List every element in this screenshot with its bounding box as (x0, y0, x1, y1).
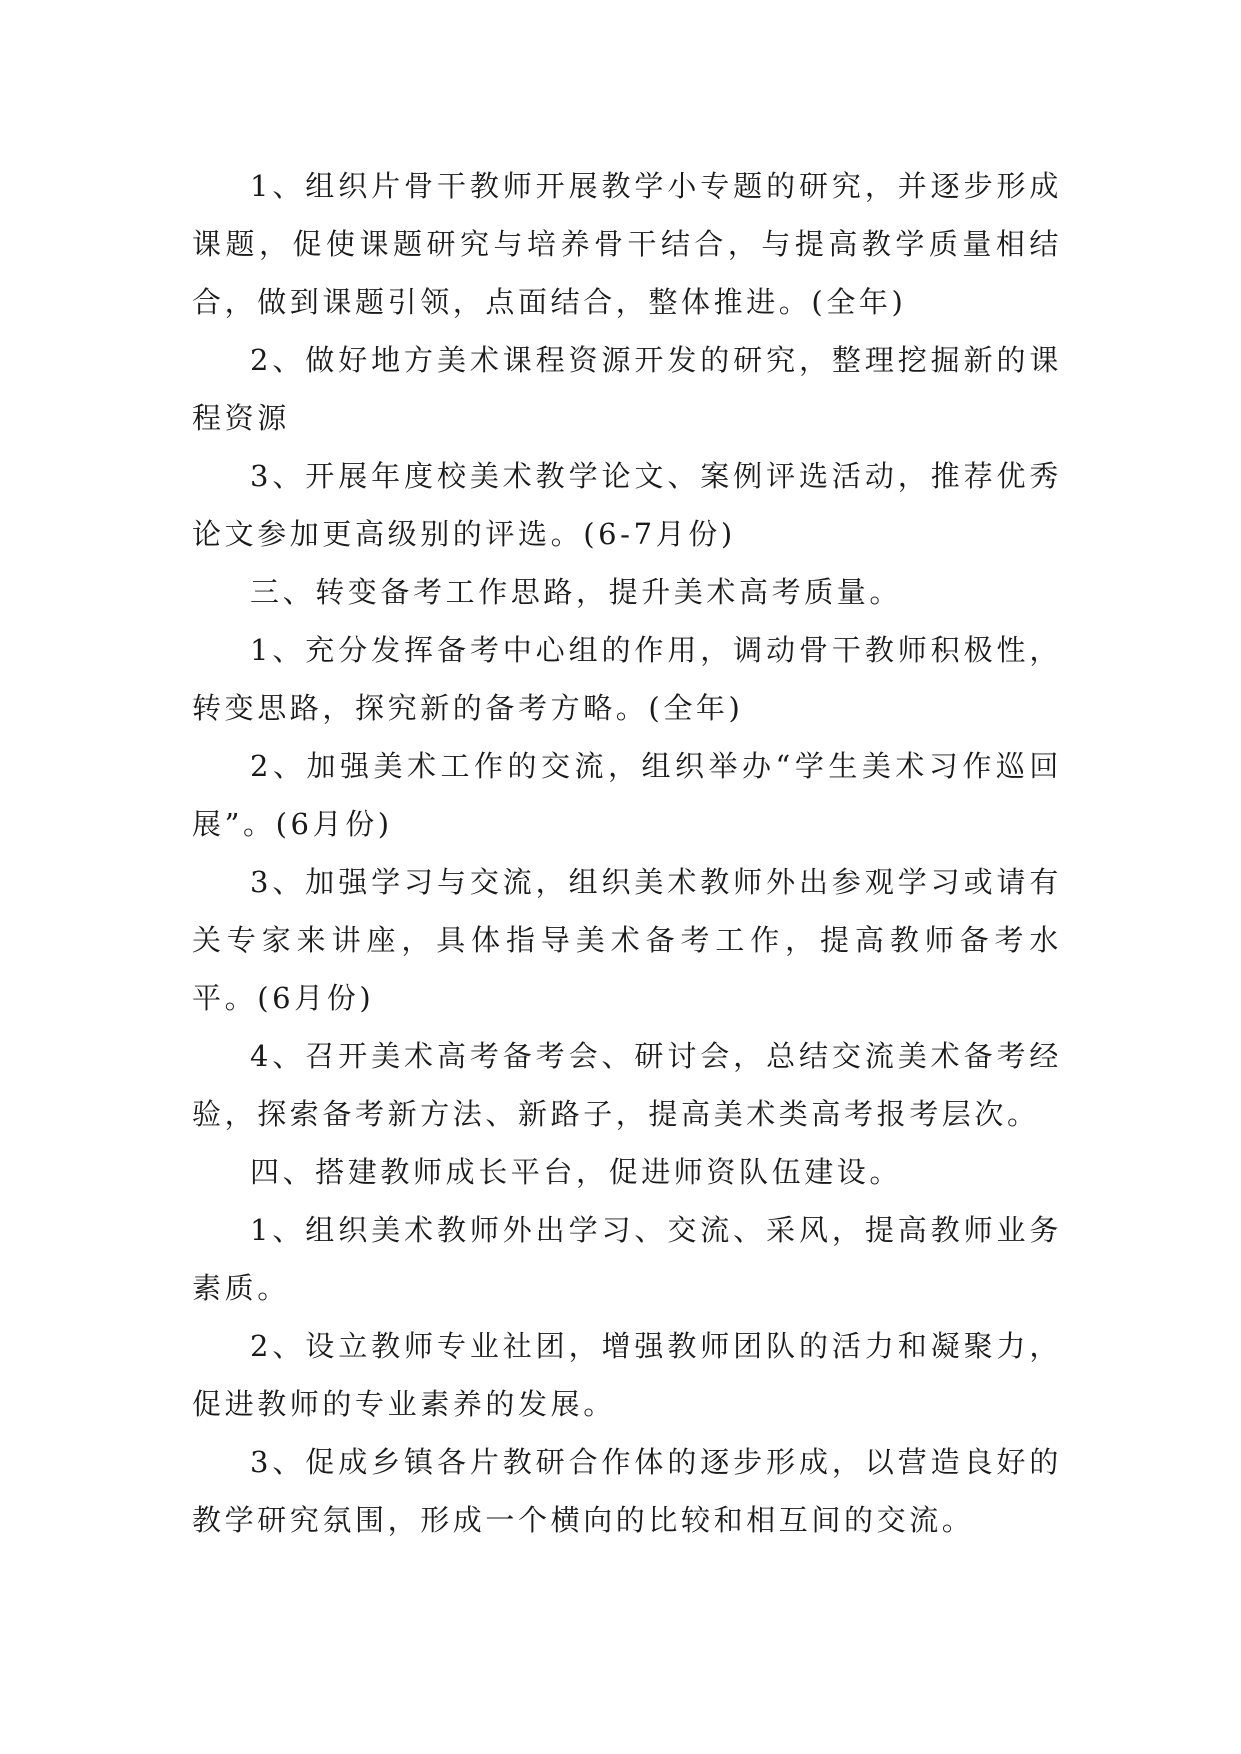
section-heading-4: 四、搭建教师成长平台，促进师资队伍建设。 (250, 1155, 903, 1189)
paragraph-3: 3、开展年度校美术教学论文、案例评选活动，推荐优秀论文参加更高级别的评选。(6-7月份) (192, 459, 1062, 551)
paragraph-1: 1、组织片骨干教师开展教学小专题的研究，并逐步形成课题，促使课题研究与培养骨干结合，与提高教学质量相结合，做到课题引领，点面结合，整体推进。(全年) (192, 169, 1062, 319)
paragraph-5: 2、加强美术工作的交流，组织举办“学生美术习作巡回展”。(6月份) (192, 749, 1062, 841)
paragraph-7: 4、召开美术高考备考会、研讨会，总结交流美术备考经验，探索备考新方法、新路子，提高美术类高考报考层次。 (192, 1039, 1062, 1131)
paragraph-8: 1、组织美术教师外出学习、交流、采风，提高教师业务素质。 (192, 1213, 1062, 1305)
paragraph-2: 2、做好地方美术课程资源开发的研究，整理挖掘新的课程资源 (192, 343, 1062, 435)
paragraph-6: 3、加强学习与交流，组织美术教师外出参观学习或请有关专家来讲座，具体指导美术备考工作，提高教师备考水平。(6月份) (192, 865, 1062, 1015)
paragraph-9: 2、设立教师专业社团，增强教师团队的活力和凝聚力，促进教师的专业素养的发展。 (192, 1329, 1062, 1421)
document-body (192, 157, 1062, 1549)
paragraph-10: 3、促成乡镇各片教研合作体的逐步形成，以营造良好的教学研究氛围，形成一个横向的比较和相互间的交流。 (192, 1445, 1062, 1537)
paragraph-4: 1、充分发挥备考中心组的作用，调动骨干教师积极性，转变思路，探究新的备考方略。(全年) (192, 633, 1062, 725)
section-heading-3: 三、转变备考工作思路，提升美术高考质量。 (250, 575, 903, 609)
